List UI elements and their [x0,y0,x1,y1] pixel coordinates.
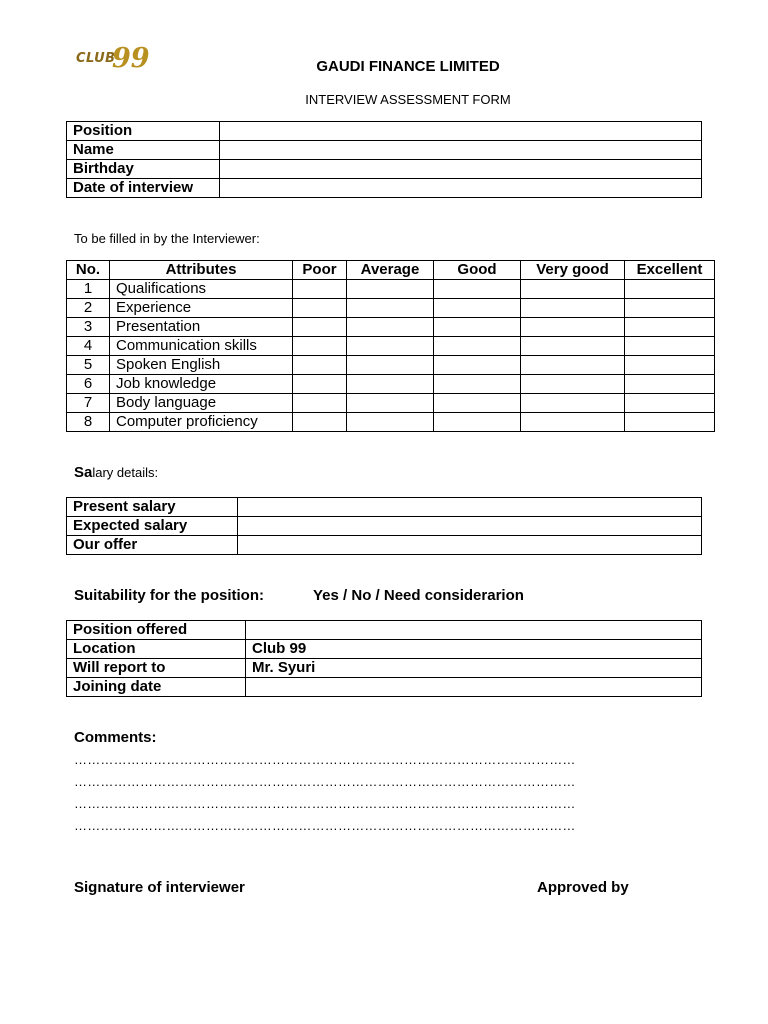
row-number: 4 [67,337,110,356]
location-field[interactable]: Club 99 [246,640,702,659]
rating-cell[interactable] [293,299,347,318]
logo-brand: CLUB [76,51,116,66]
rating-cell[interactable] [293,356,347,375]
rating-cell[interactable] [293,375,347,394]
header-excellent: Excellent [625,261,715,280]
field-label: Will report to [67,659,246,678]
table-row [67,356,715,375]
our-offer-field[interactable] [238,536,702,555]
table-row [67,337,715,356]
table-row [67,413,715,432]
field-label: Joining date [67,678,246,697]
attribute-name: Presentation [110,318,293,337]
offer-table [66,620,702,697]
field-label: Location [67,640,246,659]
rating-cell[interactable] [434,299,521,318]
header-attributes: Attributes [110,261,293,280]
row-number: 8 [67,413,110,432]
rating-cell[interactable] [293,280,347,299]
attribute-name: Communication skills [110,337,293,356]
comment-line: …………………………………………………………………………………………………… [74,796,576,811]
rating-cell[interactable] [521,280,625,299]
suitability-label: Suitability for the position: [74,587,264,604]
rating-cell[interactable] [521,356,625,375]
header-average: Average [347,261,434,280]
field-label: Name [67,141,220,160]
rating-cell[interactable] [347,394,434,413]
header-good: Good [434,261,521,280]
attribute-name: Computer proficiency [110,413,293,432]
comment-line: …………………………………………………………………………………………………… [74,752,576,767]
table-row [67,640,702,659]
field-label: Position [67,122,220,141]
row-number: 2 [67,299,110,318]
expected-salary-field[interactable] [238,517,702,536]
logo-number: 99 [112,43,150,74]
position-field[interactable] [220,122,702,141]
field-label: Position offered [67,621,246,640]
row-number: 6 [67,375,110,394]
comment-line: …………………………………………………………………………………………………… [74,774,576,789]
rating-cell[interactable] [625,337,715,356]
field-label: Birthday [67,160,220,179]
table-row [67,299,715,318]
rating-cell[interactable] [625,280,715,299]
rating-cell[interactable] [347,299,434,318]
rating-cell[interactable] [293,318,347,337]
joining-date-field[interactable] [246,678,702,697]
rating-cell[interactable] [521,375,625,394]
field-label: Expected salary [67,517,238,536]
table-row [67,498,702,517]
header-very-good: Very good [521,261,625,280]
attribute-name: Body language [110,394,293,413]
attribute-name: Qualifications [110,280,293,299]
table-row [67,122,702,141]
rating-cell[interactable] [434,356,521,375]
row-number: 1 [67,280,110,299]
row-number: 5 [67,356,110,375]
rating-cell[interactable] [521,394,625,413]
rating-cell[interactable] [521,337,625,356]
rating-cell[interactable] [293,337,347,356]
company-name: GAUDI FINANCE LIMITED [316,58,500,75]
table-row [67,179,702,198]
field-label: Present salary [67,498,238,517]
rating-cell[interactable] [625,299,715,318]
rating-cell[interactable] [625,413,715,432]
comment-line: …………………………………………………………………………………………………… [74,818,576,833]
comments-label: Comments: [74,729,157,746]
interview-date-field[interactable] [220,179,702,198]
field-label: Our offer [67,536,238,555]
table-row [67,318,715,337]
interviewer-note: To be filled in by the Interviewer: [74,231,260,246]
rating-cell[interactable] [434,375,521,394]
rating-cell[interactable] [347,413,434,432]
name-field[interactable] [220,141,702,160]
rating-cell[interactable] [521,299,625,318]
header-poor: Poor [293,261,347,280]
suitability-options[interactable]: Yes / No / Need considerarion [313,587,524,604]
rating-cell[interactable] [434,413,521,432]
approved-by[interactable]: Approved by [537,879,629,896]
rating-cell[interactable] [293,413,347,432]
report-to-field[interactable]: Mr. Syuri [246,659,702,678]
birthday-field[interactable] [220,160,702,179]
table-row [67,678,702,697]
rating-cell[interactable] [625,318,715,337]
table-row [67,280,715,299]
table-row [67,375,715,394]
rating-cell[interactable] [434,318,521,337]
table-row [67,621,702,640]
rating-cell[interactable] [347,375,434,394]
table-row [67,394,715,413]
rating-cell[interactable] [347,337,434,356]
attribute-name: Job knowledge [110,375,293,394]
form-title: INTERVIEW ASSESSMENT FORM [305,92,511,107]
table-row [67,517,702,536]
rating-cell[interactable] [293,394,347,413]
rating-cell[interactable] [625,375,715,394]
table-row [67,659,702,678]
salary-heading [74,464,158,481]
field-label: Date of interview [67,179,220,198]
table-row [67,160,702,179]
salary-table [66,497,702,555]
table-row [67,141,702,160]
rating-cell[interactable] [521,318,625,337]
rating-cell[interactable] [625,394,715,413]
attribute-name: Experience [110,299,293,318]
row-number: 7 [67,394,110,413]
rating-cell[interactable] [434,280,521,299]
position-offered-field[interactable] [246,621,702,640]
rating-cell[interactable] [434,337,521,356]
header-no: No. [67,261,110,280]
rating-cell[interactable] [521,413,625,432]
salary-heading-rest: lary details: [92,465,159,480]
candidate-info-table [66,121,702,198]
row-number: 3 [67,318,110,337]
rating-cell[interactable] [347,356,434,375]
present-salary-field[interactable] [238,498,702,517]
rating-cell[interactable] [347,318,434,337]
comments-area[interactable] [74,749,694,837]
attribute-name: Spoken English [110,356,293,375]
rating-cell[interactable] [625,356,715,375]
salary-heading-bold: Sa [74,464,93,481]
table-row [67,536,702,555]
rating-cell[interactable] [347,280,434,299]
rating-cell[interactable] [434,394,521,413]
attributes-table [66,260,715,432]
table-header-row [67,261,715,280]
interviewer-signature[interactable]: Signature of interviewer [74,879,245,896]
